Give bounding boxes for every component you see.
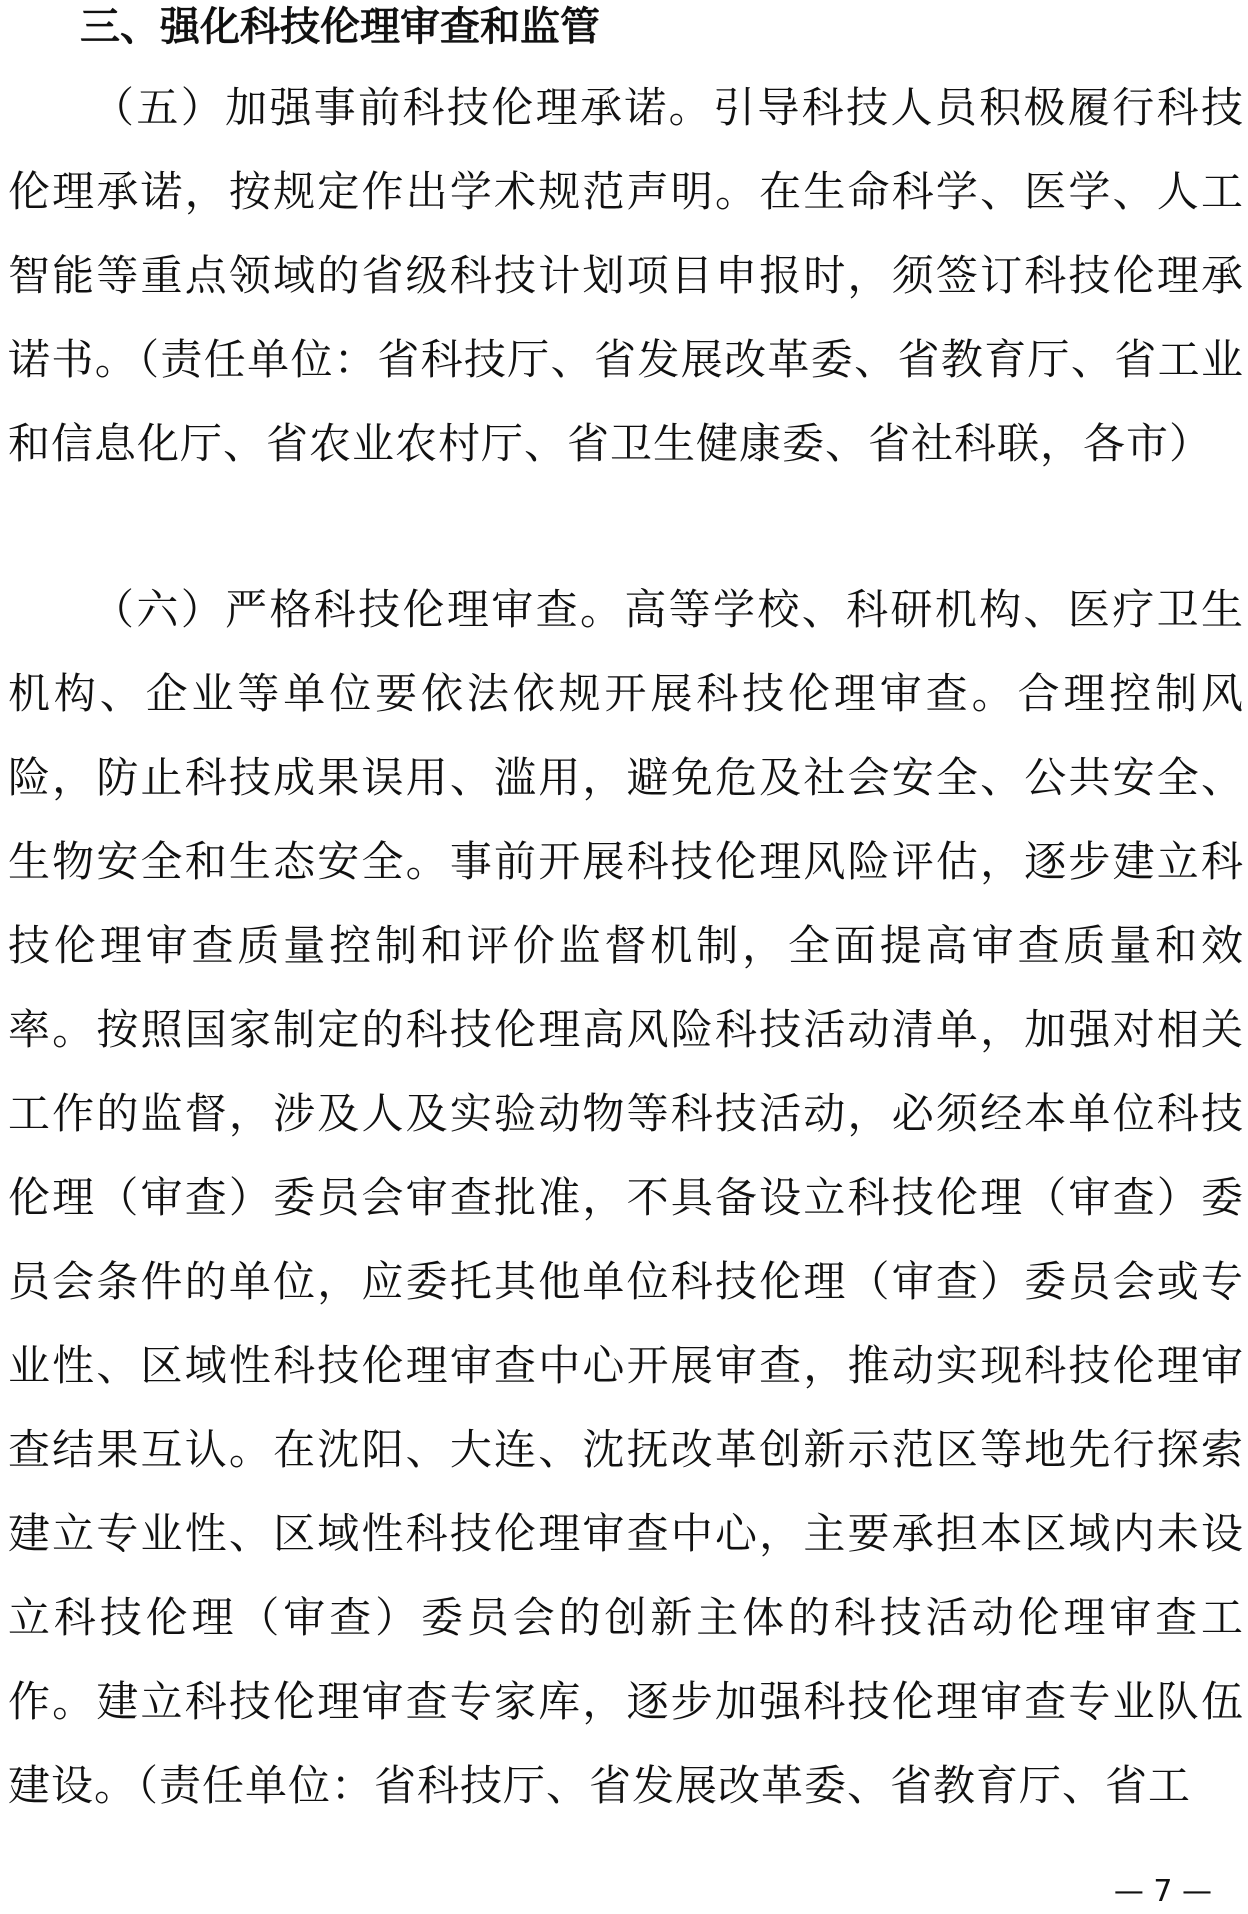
paragraph-item-6: （六）严格科技伦理审查。高等学校、科研机构、医疗卫生机构、企业等单位要依法依规开展科技伦理审查。合理控制风险，防止科技成果误用、滥用，避免危及社会安全、公共安全、生物安全和生态安全。事前开展科技伦理风险评估，逐步建立科技伦理审查质量控制和评价监督机制，全面提高审查质量和效率。按照国家制定的科技伦理高风险科技活动清单，加强对相关工作的监督，涉及人及实验动物等科技活动，必须经本单位科技伦理（审查）委员会审查批准，不具备设立科技伦理（审查）委员会条件的单位，应委托其他单位科技伦理（审查）委员会或专业性、区域性科技伦理审查中心开展审查，推动实现科技伦理审查结果互认。在沈阳、大连、沈抚改革创新示范区等地先行探索建立专业性、区域性科技伦理审查中心，主要承担本区域内未设立科技伦理（审查）委员会的创新主体的科技活动伦理审查工作。建立科技伦理审查专家库，逐步加强科技伦理审查专业队伍建设。（责任单位：省科技厅、省发展改革委、省教育厅、省工	[8, 585, 1244, 1810]
paragraph-item-5: （五）加强事前科技伦理承诺。引导科技人员积极履行科技伦理承诺，按规定作出学术规范声明。在生命科学、医学、人工智能等重点领域的省级科技计划项目申报时，须签订科技伦理承诺书。（责任单位：省科技厅、省发展改革委、省教育厅、省工业和信息化厅、省农业农村厅、省卫生健康委、省社科联，各市）	[8, 83, 1244, 468]
page-number: — 7 —	[1113, 1874, 1212, 1909]
section-heading: 三、强化科技伦理审查和监管	[80, 4, 600, 50]
